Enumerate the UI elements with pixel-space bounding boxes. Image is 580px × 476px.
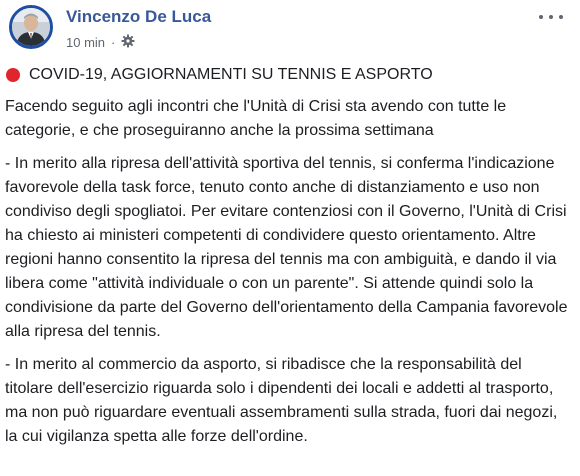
post-title-text: COVID-19, AGGIORNAMENTI SU TENNIS E ASPORTO [29, 66, 433, 83]
more-dot [539, 15, 543, 19]
post-time[interactable]: 10 min [66, 35, 106, 50]
post-header [9, 5, 569, 53]
more-dot [549, 15, 553, 19]
author-name[interactable]: Vincenzo De Luca [66, 7, 212, 26]
gear-icon[interactable] [121, 34, 135, 51]
post-paragraph-asporto: - In merito al commercio da asporto, si ribadisce che la responsabilità del titolare dell'esercizio riguarda solo i dipendenti dei locali e addetti al trasporto, ma non può riguardare eventuali assembramenti sulla strada, fuori dai negozi, la cui vigilanza spetta alle forze dell'ordine. [5, 356, 558, 445]
more-dot [559, 15, 563, 19]
red-circle-icon [6, 68, 20, 82]
author-avatar[interactable] [9, 5, 53, 49]
post-paragraph-tennis: - In merito alla ripresa dell'attività sportiva del tennis, si conferma l'indicazione favorevole della task force, tenuto conto anche di distanziamento e uso non condiviso degli spogliatoi. Per evitare contenziosi con il Governo, l'Unità di Crisi ha chiesto ai ministeri competenti di condividere questo orientamento. Altre regioni hanno consentito la ripresa del tennis ma con ambiguità, e dando il via libera come "attività individuale o con un parente". Si attende quindi solo la condivisione da parte del Governo dell'orientamento della Campania favorevole alla ripresa del tennis. [5, 155, 568, 340]
avatar-photo-icon [12, 8, 50, 46]
more-options-icon[interactable] [539, 9, 563, 25]
post-content [5, 64, 573, 458]
post-meta [66, 34, 135, 51]
post-paragraph-intro: Facendo seguito agli incontri che l'Unità di Crisi sta avendo con tutte le categorie, e che proseguiranno anche la prossima settimana [5, 98, 507, 139]
post-title [5, 64, 573, 85]
meta-separator: · [111, 35, 116, 50]
